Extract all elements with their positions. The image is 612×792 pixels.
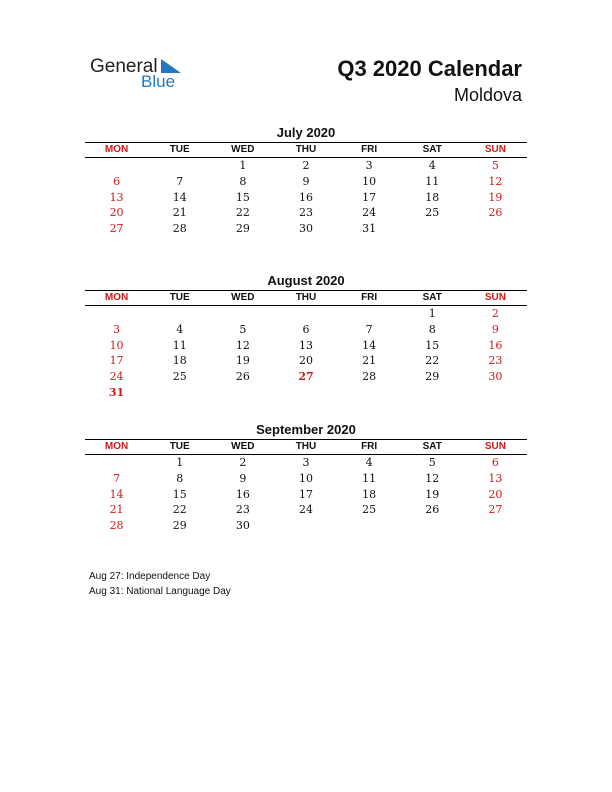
weekday-header: WED [231,144,255,155]
day-cell: 30 [298,222,313,236]
day-cell: 30 [488,370,503,384]
day-cell: 12 [488,174,503,188]
day-cell: 14 [109,487,124,501]
day-cell: 5 [239,322,247,336]
day-cell: 5 [428,456,436,469]
day-cell: 27 [298,370,314,384]
week-row [85,385,527,401]
day-cell: 1 [176,456,184,469]
day-cell: 16 [488,338,503,352]
empty-day-cell [401,518,464,534]
day-cell: 2 [239,456,247,469]
week-row [85,322,527,338]
day-cell: 6 [113,174,121,188]
empty-day-cell [338,385,401,401]
empty-day-cell [274,385,337,401]
holiday-notes [89,570,231,599]
week-row [85,205,527,221]
day-cell: 9 [302,174,310,188]
day-cell: 30 [235,519,250,533]
logo-flag-icon [161,59,181,73]
week-row [85,455,527,471]
weekday-header: FRI [361,292,378,303]
empty-day-cell [464,221,527,237]
day-cell: 24 [109,370,124,384]
weekday-header: MON [104,292,129,303]
day-cell: 16 [235,487,250,501]
day-cell: 13 [109,190,124,204]
country-name: Moldova [453,85,522,105]
day-cell: 19 [425,487,440,501]
day-cell: 28 [109,519,124,533]
day-cell: 23 [488,354,503,368]
weekday-header: SUN [484,441,506,452]
empty-day-cell [274,306,337,322]
day-cell: 24 [298,503,313,517]
day-cell: 2 [302,159,310,172]
day-cell: 17 [109,354,124,368]
day-cell: 25 [425,206,440,220]
day-cell: 9 [239,471,247,485]
day-cell: 22 [425,354,440,368]
empty-day-cell [338,306,401,322]
empty-day-cell [211,385,274,401]
empty-day-cell [211,306,274,322]
month-august [85,272,527,401]
day-cell: 3 [302,456,310,469]
empty-day-cell [85,455,148,471]
weekday-header: WED [231,441,255,452]
day-cell: 8 [176,471,184,485]
weekday-header: TUE [169,292,190,303]
day-cell: 20 [488,487,503,501]
weekday-header: TUE [169,441,190,452]
day-cell: 19 [235,354,250,368]
week-row [85,502,527,518]
day-cell: 11 [362,471,377,485]
empty-day-cell [148,158,211,174]
empty-day-cell [148,385,211,401]
day-cell: 17 [362,190,377,204]
week-row [85,518,527,534]
day-cell: 15 [425,338,440,352]
day-cell: 23 [235,503,250,517]
day-cell: 21 [109,503,124,517]
weekday-header: SAT [422,441,442,452]
week-row [85,306,527,322]
week-row [85,471,527,487]
day-cell: 26 [488,206,503,220]
day-cell: 21 [362,354,377,368]
day-cell: 22 [235,206,250,220]
day-cell: 13 [488,471,503,485]
holiday-note: Aug 31: National Language Day [89,585,231,597]
day-cell: 15 [172,487,187,501]
weekday-header: THU [295,292,317,303]
day-cell: 1 [239,159,247,172]
day-cell: 7 [113,471,121,485]
day-cell: 29 [425,370,440,384]
day-cell: 19 [488,190,503,204]
day-cell: 8 [428,322,436,336]
day-cell: 29 [235,222,250,236]
day-cell: 25 [362,503,377,517]
month-title: September 2020 [256,422,356,437]
week-row [85,369,527,385]
weekday-header: MON [104,441,129,452]
weekday-header: WED [231,292,255,303]
day-cell: 12 [425,471,440,485]
empty-day-cell [464,385,527,401]
empty-day-cell [464,518,527,534]
empty-day-cell [338,518,401,534]
week-row [85,338,527,354]
weekday-header: SAT [422,144,442,155]
page-title: Q3 2020 Calendar [337,56,522,81]
day-cell: 4 [428,159,436,172]
day-cell: 20 [298,354,313,368]
logo [90,56,190,92]
month-july [85,124,527,237]
day-cell: 6 [491,456,499,469]
week-row [85,487,527,503]
month-september [85,421,527,534]
weekday-header: THU [295,441,317,452]
weekday-header: FRI [361,441,378,452]
empty-day-cell [274,518,337,534]
day-cell: 31 [362,222,377,236]
day-cell: 26 [425,503,440,517]
day-cell: 29 [172,519,187,533]
day-cell: 13 [298,338,313,352]
day-cell: 18 [425,190,440,204]
empty-day-cell [401,221,464,237]
day-cell: 27 [488,503,503,517]
day-cell: 11 [425,174,440,188]
day-cell: 22 [172,503,187,517]
weekday-header: SAT [422,292,442,303]
day-cell: 7 [176,174,184,188]
empty-day-cell [85,158,148,174]
empty-day-cell [85,306,148,322]
weekday-header: TUE [169,144,190,155]
week-row [85,158,527,174]
weekday-header-row [85,142,527,158]
day-cell: 28 [172,222,187,236]
day-cell: 18 [172,354,187,368]
weekday-header: SUN [484,144,506,155]
day-cell: 12 [235,338,250,352]
day-cell: 25 [172,370,187,384]
empty-day-cell [148,306,211,322]
day-cell: 24 [362,206,377,220]
weekday-header: MON [104,144,129,155]
empty-day-cell [401,385,464,401]
day-cell: 23 [298,206,313,220]
day-cell: 10 [109,338,124,352]
day-cell: 16 [298,190,313,204]
day-cell: 2 [491,307,499,320]
weekday-header: THU [295,144,317,155]
day-cell: 11 [172,338,187,352]
weekday-header: FRI [361,144,378,155]
weekday-header-row [85,290,527,306]
holiday-note: Aug 27: Independence Day [89,571,211,582]
month-title: August 2020 [267,273,345,288]
day-cell: 10 [298,471,313,485]
week-row [85,221,527,237]
day-cell: 9 [491,322,499,336]
week-row [85,190,527,206]
day-cell: 3 [365,159,373,172]
month-title: July 2020 [276,125,336,140]
day-cell: 26 [235,370,250,384]
weekday-header-row [85,439,527,455]
day-cell: 8 [239,174,247,188]
logo-text-general: General [90,56,158,77]
day-cell: 31 [108,385,125,399]
day-cell: 1 [428,307,436,320]
day-cell: 20 [109,206,124,220]
day-cell: 4 [365,456,373,469]
day-cell: 3 [113,322,121,336]
day-cell: 14 [172,190,187,204]
day-cell: 21 [172,206,187,220]
day-cell: 4 [176,322,184,336]
day-cell: 10 [362,174,377,188]
day-cell: 18 [362,487,377,501]
weekday-header: SUN [484,292,506,303]
day-cell: 17 [298,487,313,501]
day-cell: 27 [109,222,124,236]
week-row [85,174,527,190]
day-cell: 6 [302,322,310,336]
day-cell: 28 [362,370,377,384]
day-cell: 15 [235,190,250,204]
day-cell: 5 [491,159,499,172]
logo-text-blue: Blue [141,72,176,91]
week-row [85,353,527,369]
day-cell: 7 [365,322,373,336]
day-cell: 14 [362,338,377,352]
